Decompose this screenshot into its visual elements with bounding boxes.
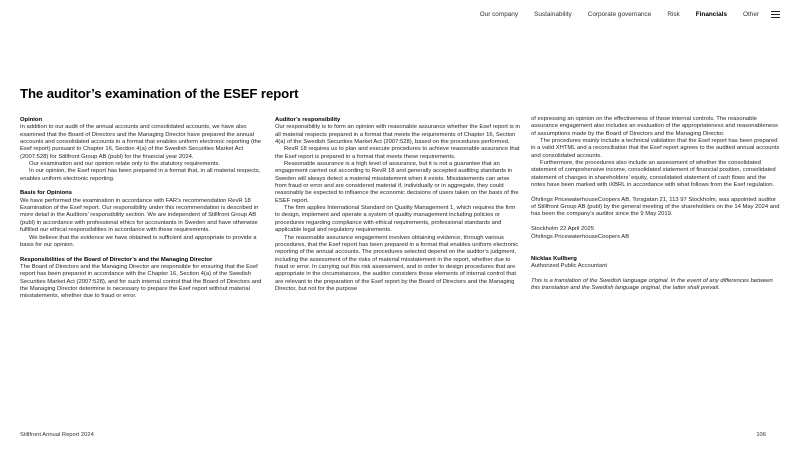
opinion-heading: Opinion [20, 117, 43, 123]
nav-item-risk[interactable]: Risk [667, 11, 680, 18]
auditor-paragraph-2: RevR 18 requires us to plan and execute procedures to achieve reasonable assurance that the Esef report is prepared in a format that meets these requirements. [275, 146, 520, 160]
continued-paragraph: of expressing an opinion on the effectiveness of those internal controls. The reasonable assurance engagement also includes an evaluation of the appropriateness and reasonableness of assumptions made by the Board of Directors and the Managing Director. [531, 116, 778, 137]
nav-item-financials[interactable]: Financials [695, 11, 728, 18]
audit-firm: Öhrlings PricewaterhouseCoopers AB [531, 233, 630, 240]
basis-paragraph-2: We believe that the evidence we have obtained is sufficient and appropriate to provide a basis for our opinion. [20, 234, 257, 248]
top-navigation [464, 11, 780, 18]
opinion-paragraph-3: In our opinion, the Esef report has been prepared in a format that, in all material respects, enables uniform electronic reporting. [20, 168, 261, 182]
page-number: 106 [756, 432, 766, 438]
page-title: The auditor’s examination of the ESEF report [20, 86, 299, 101]
auditor-paragraph-3: Reasonable assurance is a high level of assurance, but it is not a guarantee that an engagement carried out according to RevR 18 and generally accepted auditing standards in Sweden will always detect a material misstatement when it exists. Misstatements can arise from fraud or error and are considered material if, individually or in aggregate, they could reasonably be expected to influence the economic decisions of users taken on the basis of the ESEF report. [275, 161, 519, 204]
footer-report-name: Stillfront Annual Report 2024 [20, 432, 94, 438]
opinion-paragraph-1: In addition to our audit of the annual accounts and consolidated accounts, we have also examined that the Board of Directors and the Managing Director have prepared the annual accounts and consolidated accounts in a format that enables uniform electronic reporting (the Esef report) pursuant to Chapter 16, Section 4(a) of the Swedish Securities Market Act (2007:528) for Stillfront Group AB (publ) for the financial year 2024. [20, 124, 262, 160]
basis-paragraph-1: We have performed the examination in accordance with FAR’s recommendation RevR 18 Examination of the Esef report. Our responsibility under this recommendation is described in more detail in the Auditors’ responsibility section. We are independent of Stillfront Group AB (publ) in accordance with professional ethics for accountants in Sweden and have otherwise fulfilled our ethical responsibilities in accordance with these requirements. [20, 197, 259, 234]
hamburger-menu-icon[interactable] [771, 11, 780, 18]
procedures-paragraph: The procedures mainly include a technical validation that the Esef report has been prepared in a valid XHTML and a reconciliation that the Esef report agrees to the audited annual accounts and consolidated accounts. [531, 138, 780, 159]
auditor-paragraph-5: The reasonable assurance engagement involves obtaining evidence, through various procedures, that the Esef report has been prepared in a format that enables uniform electronic reporting of the annual accounts. The procedures selected depend on the auditor’s judgment, including the assessment of the risks of material misstatement in the report, whether due to fraud or error. In carrying out this risk assessment, and in order to design procedures that are appropriate in the circumstances, the auditor considers those elements of internal control that are relevant to the preparation of the Esef report by the Board of Directors and the Managing Director, but not for the purpose [275, 234, 519, 292]
auditor-paragraph-1: Our responsibility is to form an opinion with reasonable assurance whether the Esef report is in all material respects prepared in a format that meets the requirements of Chapter 16, Section 4(a) of the Swedish Securities Market Act (2007:528), based on the procedures performed. [275, 124, 520, 146]
opinion-paragraph-2: Our examination and our opinion relate only to the statutory requirements. [29, 161, 221, 168]
nav-item-our-company[interactable]: Our company [479, 11, 519, 18]
auditor-appointment-paragraph: Öhrlings PricewaterhouseCoopers AB, Torsgatan 21, 113 97 Stockholm, was appointed auditor of Stillfront Group AB (publ) by the general meeting of the shareholders on the 14 May 2024 and has been the company’s auditor since the 9 May 2019. [531, 196, 780, 218]
board-responsibilities-paragraph: The Board of Directors and the Managing Director are responsible for ensuring that the Esef report has been prepared in accordance with the Chapter 16, Section 4(a) of the Swedish Securities Market Act (2007:528), and for such internal control that the Board of Directors and the Managing Director determine is necessary to prepare the Esef report without material misstatements, whether due to fraud or error. [20, 263, 262, 300]
nav-item-sustainability[interactable]: Sustainability [534, 11, 572, 18]
board-responsibilities-heading: Responsibilities of the Board of Director’s and the Managing Director [20, 256, 213, 263]
column-right [531, 117, 781, 292]
signer-name: Nicklas Kullberg [531, 255, 577, 262]
translation-note: This is a translation of the Swedish language original. In the event of any differences between this translation and the Swedish language original, the latter shall prevail. [531, 277, 773, 291]
nav-item-corporate-governance[interactable]: Corporate governance [587, 11, 652, 18]
column-left [20, 117, 266, 301]
auditor-paragraph-4: The firm applies International Standard on Quality Management 1, which requires the firm to design, implement and operate a system of quality management including policies or procedures regarding compliance with ethical requirements, professional standards and applicable legal and regulatory requirements. [275, 205, 516, 234]
ixbrl-paragraph: Furthermore, the procedures also include an assessment of whether the consolidated statement of comprehensive income, consolidated statement of financial position, consolidated statement of changes in shareholders’ equity, consolidated statement of cash flows and the notes have been marked with iXBRL in accordance with what follows from the Esef regulation. [531, 160, 776, 189]
auditor-responsibility-heading: Auditor’s responsibility [275, 117, 341, 123]
nav-item-other[interactable]: Other [743, 11, 759, 18]
place-date: Stockholm 22 April 2025 [531, 226, 595, 233]
basis-heading: Basis for Opinions [20, 190, 72, 197]
signer-title: Authorized Public Accountant [531, 262, 608, 269]
column-middle [275, 117, 521, 293]
